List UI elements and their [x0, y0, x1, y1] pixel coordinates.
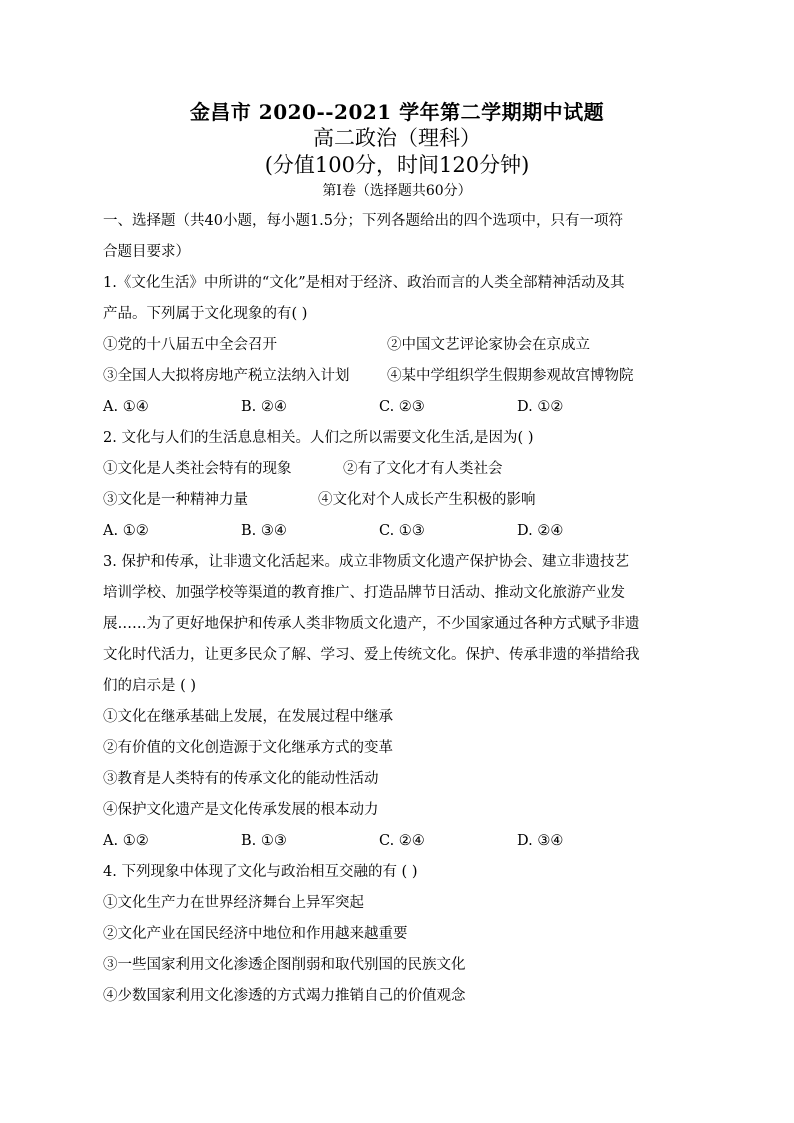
answer-choice: A. ①② — [103, 833, 149, 849]
question-1-stem: 1.《文化生活》中所讲的“文化”是相对于经济、政治而言的人类全部精神活动及其 — [103, 275, 625, 291]
exam-subject: 高二政治（理科） — [313, 126, 481, 150]
option: ③文化是一种精神力量 — [103, 492, 248, 508]
exam-info: (分值100分，时间120分钟) — [264, 153, 530, 177]
answer-choice: B. ②④ — [241, 399, 287, 415]
option: ②有了文化才有人类社会 — [343, 461, 503, 477]
question-3-answers — [103, 826, 703, 857]
question-1-answers — [103, 392, 703, 423]
exam-body — [103, 206, 703, 1012]
option: ①文化是人类社会特有的现象 — [103, 461, 292, 477]
answer-choice: D. ①② — [517, 399, 564, 415]
answer-choice: B. ③④ — [241, 523, 287, 539]
option: ①党的十八届五中全会召开 — [103, 337, 277, 353]
question-1-options — [103, 361, 703, 392]
question-3-stem: 们的启示是 ( ) — [103, 678, 197, 694]
option: ③教育是人类特有的传承文化的能动性活动 — [103, 771, 379, 787]
option: ②文化产业在国民经济中地位和作用越来越重要 — [103, 926, 408, 942]
option: ③全国人大拟将房地产税立法纳入计划 — [103, 368, 350, 384]
section-heading: 第Ⅰ卷（选择题共60分） — [322, 183, 472, 199]
question-3-stem: 展……为了更好地保护和传承人类非物质文化遗产，不少国家通过各种方式赋予非遗 — [103, 616, 640, 632]
question-2-options — [103, 454, 703, 485]
answer-choice: B. ①③ — [241, 833, 287, 849]
answer-choice: D. ③④ — [517, 833, 564, 849]
answer-choice: C. ②③ — [379, 399, 425, 415]
answer-choice: C. ②④ — [379, 833, 425, 849]
option: ④文化对个人成长产生积极的影响 — [318, 492, 536, 508]
option: ④某中学组织学生假期参观故宫博物院 — [387, 368, 634, 384]
instructions-line: 合题目要求） — [103, 244, 190, 260]
option: ②中国文艺评论家协会在京成立 — [387, 337, 590, 353]
option: ①文化生产力在世界经济舞台上异军突起 — [103, 895, 364, 911]
question-3-stem: 文化时代活力，让更多民众了解、学习、爱上传统文化。保护、传承非遗的举措给我 — [103, 647, 640, 663]
question-2-options — [103, 485, 703, 516]
answer-choice: A. ①④ — [103, 399, 149, 415]
exam-title: 金昌市 2020--2021 学年第二学期期中试题 — [189, 100, 605, 124]
question-1-options — [103, 330, 703, 361]
answer-choice: C. ①③ — [379, 523, 425, 539]
option: ③一些国家利用文化渗透企图削弱和取代别国的民族文化 — [103, 957, 466, 973]
question-2-answers — [103, 516, 703, 547]
option: ④少数国家利用文化渗透的方式竭力推销自己的价值观念 — [103, 988, 466, 1004]
question-3-stem: 培训学校、加强学校等渠道的教育推广、打造品牌节日活动、推动文化旅游产业发 — [103, 585, 625, 601]
question-1-stem: 产品。下列属于文化现象的有( ) — [103, 306, 308, 322]
option: ④保护文化遗产是文化传承发展的根本动力 — [103, 802, 379, 818]
option: ②有价值的文化创造源于文化继承方式的变革 — [103, 740, 393, 756]
option: ①文化在继承基础上发展，在发展过程中继承 — [103, 709, 393, 725]
instructions-line: 一、选择题（共40小题，每小题1.5分；下列各题给出的四个选项中，只有一项符 — [103, 213, 624, 229]
answer-choice: D. ②④ — [517, 523, 564, 539]
question-3-stem: 3. 保护和传承，让非遗文化活起来。成立非物质文化遗产保护协会、建立非遗技艺 — [103, 554, 629, 570]
question-2-stem: 2. 文化与人们的生活息息相关。人们之所以需要文化生活,是因为( ) — [103, 430, 534, 446]
answer-choice: A. ①② — [103, 523, 149, 539]
question-4-stem: 4. 下列现象中体现了文化与政治相互交融的有 ( ) — [103, 864, 418, 880]
